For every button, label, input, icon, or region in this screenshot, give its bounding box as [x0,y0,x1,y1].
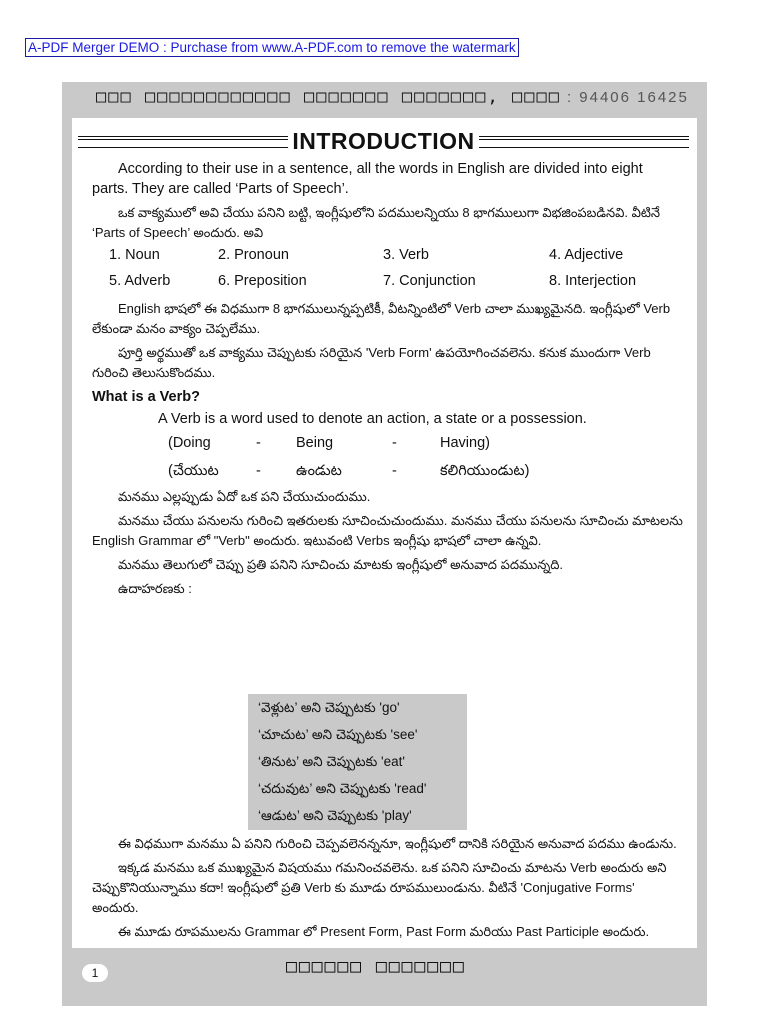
example-item: ‘చూచుట’ అని చెప్పుటకు 'see' [258,727,418,742]
trio-dash: - [256,463,261,479]
footer-title: □□□□□□ □□□□□□□ [286,956,466,977]
example-item: ‘వెళ్లుట’ అని చెప్పుటకు 'go' [258,700,400,715]
watermark-link[interactable]: A-PDF Merger DEMO : Purchase from www.A-PDF.com to remove the watermark [25,38,519,57]
three-forms-paragraph: ఈ మూడు రూపములను Grammar లో Present Form, Past Form మరియు Past Participle అందురు. [118,924,650,939]
trio-dash: - [392,463,397,479]
part-item: 7. Conjunction [383,273,476,289]
trio-dash: - [392,435,397,451]
trio-item: Being [296,435,334,451]
trio-item: (Doing [168,435,211,451]
header-title: □□□ □□□□□□□□□□□□ □□□□□□□ □□□□□□□, □□□□ [96,87,561,107]
example-item: ‘తినుట’ అని చెప్పుటకు 'eat' [258,754,405,769]
intro-telugu: ఒక వాక్యములో అవి చేయు పనిని బట్టి, ఇంగ్లీషులోని పదములన్నియు 8 భాగములుగా విభజింపబడినవి. వీటినే ‘Parts of Speech’ అందురు. అవి [92,205,661,240]
section-heading [78,128,689,155]
book-page [62,82,707,1006]
part-item: 3. Verb [383,247,429,263]
verb-types-telugu [168,461,697,481]
examples-box [248,694,467,830]
forms-paragraph: ఇక్కడ మనము ఒక ముఖ్యమైన విషయము గమనించవలెను. ఒక పనిని సూచించు మాటను Verb అందురు అని చెప్పుకొనియున్నాము కదా! ఇంగ్లీషులో ప్రతి Verb కు మూడు రూపములుండును. వీటినే 'Conjugative Forms' అందురు. [92,860,667,915]
lower-paragraphs [72,834,697,946]
verb-important-paragraph: English భాషలో ఈ విధముగా 8 భాగములున్నప్పటికీ, వీటన్నింటిలో Verb చాలా ముఖ్యమైనది. ఇంగ్లీషులో Verb లేకుండా మనం వాక్యం చెప్పలేము. [92,301,671,336]
part-item: 6. Preposition [218,273,307,289]
trio-dash: - [256,435,261,451]
part-item: 2. Pronoun [218,247,289,263]
trio-item: కలిగియుండుట) [440,463,530,479]
heading-title: INTRODUCTION [292,128,475,154]
example-item: ‘ఆడుట’ అని చెప్పుటకు 'play' [258,808,412,823]
part-item: 4. Adjective [549,247,624,263]
trio-item: Having) [440,435,490,451]
page-footer [62,950,707,1006]
page-content [72,118,697,948]
part-item: 1. Noun [109,247,160,263]
part-item: 8. Interjection [549,273,637,289]
header-phone: : 94406 16425 [566,88,689,106]
heading-rule-right [479,136,689,148]
page-header [62,82,707,112]
examples-label: ఉదాహరణకు : [118,581,192,596]
trio-item: ఉండుట [296,463,342,479]
intro-english: According to their use in a sentence, all the words in English are divided into eight parts. They are called ‘Parts of Speech’. [92,161,643,197]
verb-definition: A Verb is a word used to denote an action, a state or a possession. [158,411,587,427]
translation-paragraph: ఈ విధముగా మనము ఏ పనిని గురించి చెప్పవలెనన్ననూ, ఇంగ్లీషులో దానికి సరియైన అనువాద పదము ఉండును. [118,836,677,851]
page-number: 1 [82,964,108,982]
parts-row-1 [109,247,697,269]
actions-paragraph: మనము చేయు పనులను గురించి ఇతరులకు సూచించుచుందుము. మనము చేయు పనులను సూచించు మాటలను English Grammar లో "Verb" అందురు. ఇటువంటి Verbs ఇంగ్లీషు భాషలో చాలా ఉన్నవి. [92,513,683,548]
trio-item: (చేయుట [168,463,219,479]
always-paragraph: మనము ఎల్లప్పుడు ఏదో ఒక పని చేయుచుందుము. [118,489,371,504]
verb-types-english [168,435,697,455]
verb-form-paragraph: పూర్తి అర్థముతో ఒక వాక్యము చెప్పుటకు సరియైన 'Verb Form' ఉపయోగించవలెను. కనుక ముందుగా Verb గురించి తెలుసుకొందము. [92,345,651,380]
part-item: 5. Adverb [109,273,171,289]
example-item: ‘చదువుట’ అని చెప్పుటకు 'read' [258,781,427,796]
telugu-words-paragraph: మనము తెలుగులో చెప్పు ప్రతి పనిని సూచించు మాటకు ఇంగ్లీషులో అనువాద పదమున్నది. [118,557,564,572]
what-is-verb-heading: What is a Verb? [92,389,200,405]
parts-row-2 [109,273,697,295]
heading-rule-left [78,136,288,148]
